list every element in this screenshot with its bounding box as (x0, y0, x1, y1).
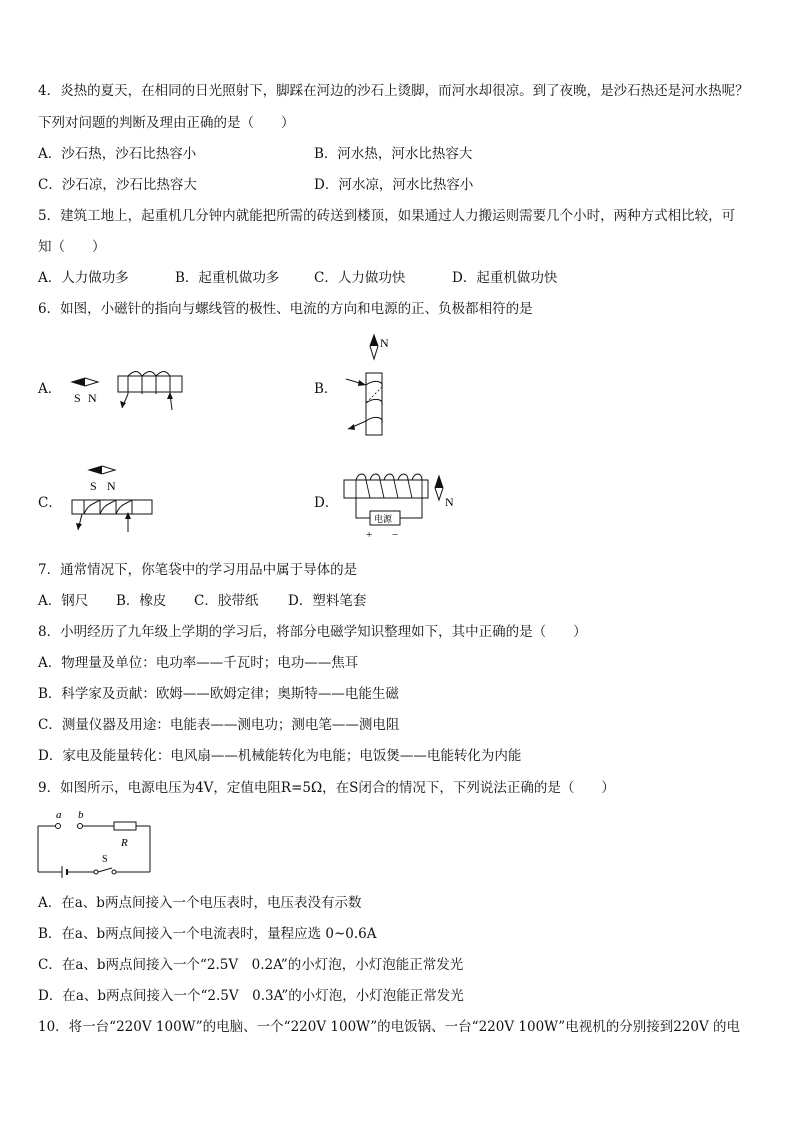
terminal-b (78, 824, 83, 829)
q6b-n-label: N (380, 336, 389, 350)
q9-option-b: B．在a、b两点间接入一个电流表时，量程应选 0~0.6A (38, 926, 377, 942)
q9-circuit-figure (36, 806, 156, 882)
switch-s (98, 868, 112, 872)
q5-option-d: D．起重机做功快 (452, 270, 558, 286)
q4-stem-line2: 下列对问题的判断及理由正确的是（ ） (38, 115, 295, 131)
q9-stem: 9．如图所示，电源电压为4V，定值电阻R=5Ω，在S闭合的情况下，下列说法正确的是（ ） (38, 780, 615, 796)
power-source-label: 电源 (374, 514, 393, 524)
terminal-a-label: a (56, 809, 62, 821)
q5-option-a: A．人力做功多 (38, 270, 129, 286)
q8-option-b: B．科学家及贡献：欧姆——欧姆定律；奥斯特——电能生磁 (38, 686, 399, 702)
q8-option-a: A．物理量及单位：电功率——千瓦时；电功——焦耳 (38, 655, 359, 671)
q6-stem: 6．如图，小磁针的指向与螺线管的极性、电流的方向和电源的正、负极都相符的是 (38, 301, 533, 317)
q6c-n-label: N (107, 479, 116, 493)
q6a-n-label: N (88, 391, 97, 405)
q6-label-a: A． (38, 381, 62, 397)
terminal-b-label: b (78, 809, 84, 821)
q7-option-d: D．塑料笔套 (288, 593, 367, 609)
q9-option-d: D．在a、b两点间接入一个“2.5V 0.3A”的小灯泡，小灯泡能正常发光 (38, 988, 464, 1004)
q6d-n-label: N (445, 495, 454, 509)
terminal-a (56, 824, 61, 829)
q4-option-a: A．沙石热，沙石比热容小 (38, 146, 197, 162)
q7-option-a: A．钢尺 (38, 593, 89, 609)
power-plus-label: + (366, 529, 373, 541)
q6-label-b: B． (314, 381, 338, 397)
q6a-s-label: S (74, 391, 81, 405)
q9-option-c: C．在a、b两点间接入一个“2.5V 0.2A”的小灯泡，小灯泡能正常发光 (38, 957, 464, 973)
q8-option-c: C．测量仪器及用途：电能表——测电功；测电笔——测电阻 (38, 717, 400, 733)
q5-stem-line2: 知（ ） (38, 239, 106, 255)
q4-option-c: C．沙石凉，沙石比热容大 (38, 177, 197, 193)
q5-stem-line1: 5．建筑工地上，起重机几分钟内就能把所需的砖送到楼顶，如果通过人力搬运则需要几个小时，两种方式相比较，可 (38, 208, 736, 224)
q8-option-d: D．家电及能量转化：电风扇——机械能转化为电能；电饭煲——电能转化为内能 (38, 748, 522, 764)
q6-figure-b (340, 333, 420, 439)
q5-option-c: C．人力做功快 (314, 270, 406, 286)
power-minus-label: − (392, 529, 399, 541)
q6c-s-label: S (90, 479, 97, 493)
q6-figure-d (340, 472, 464, 542)
q8-stem: 8．小明经历了九年级上学期的学习后，将部分电磁学知识整理如下，其中正确的是（ ） (38, 624, 587, 640)
q6-figure-a (66, 368, 196, 414)
q5-option-b: B．起重机做功多 (175, 270, 280, 286)
q7-stem: 7．通常情况下，你笔袋中的学习用品中属于导体的是 (38, 562, 358, 578)
q7-option-b: B．橡皮 (116, 593, 167, 609)
q6-figure-c (66, 464, 156, 536)
resistor-r (114, 822, 136, 830)
q6-label-d: D． (314, 495, 339, 511)
solenoid-d (344, 480, 428, 498)
resistor-label: R (121, 837, 128, 849)
q7-option-c: C．胶带纸 (194, 593, 259, 609)
q9-option-a: A．在a、b两点间接入一个电压表时，电压表没有示数 (38, 895, 362, 911)
q4-stem-line1: 4．炎热的夏天，在相同的日光照射下，脚踩在河边的沙石上烫脚，而河水却很凉。到了夜晚，是沙石热还是河水热呢？ (38, 83, 749, 99)
q4-option-d: D．河水凉，河水比热容小 (314, 177, 474, 193)
q4-option-b: B．河水热，河水比热容大 (314, 146, 473, 162)
q10-stem: 10．将一台“220V 100W”的电脑、一个“220V 100W”的电饭锅、一台“220V 100W”电视机的分别接到220V 的电 (38, 1019, 740, 1035)
q6-label-c: C． (38, 495, 62, 511)
switch-label: S (102, 854, 108, 865)
